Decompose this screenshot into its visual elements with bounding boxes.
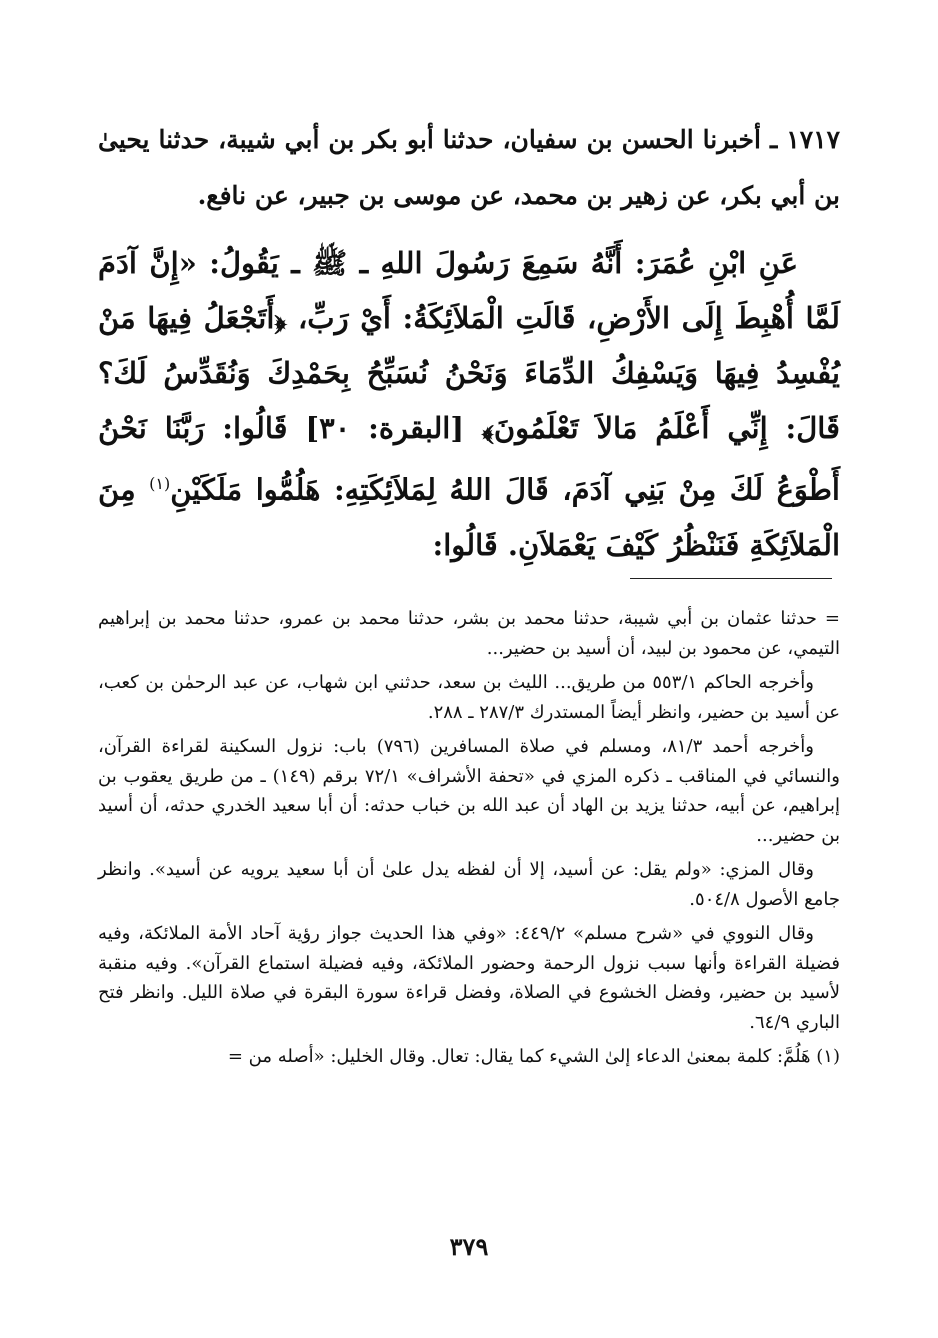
- footnote-marker: (١): [149, 474, 171, 493]
- hadith-block: [98, 112, 840, 573]
- page-number: ٣٧٩: [449, 1232, 489, 1261]
- matn-text-part1: عَنِ ابْنِ عُمَرَ: أَنَّهُ سَمِعَ رَسُولَ اللهِ ـ ﷺ ـ يَقُولُ: «إِنَّ آدَمَ لَمَّا أُهْبِطَ إِلَى الأَرْضِ، قَالَتِ الْمَلاَئِكَةُ: أَيْ رَبِّ، ﴿أَتَجْعَلُ فِيهَا مَنْ يُفْسِدُ فِيهَا وَيَسْفِكُ الدِّمَاءَ وَنَحْنُ نُسَبِّحُ بِحَمْدِكَ وَنُقَدِّسُ لَكَ؟ قَالَ: إِنِّي أَعْلَمُ مَالاَ تَعْلَمُونَ﴾ [البقرة: ٣٠] قَالُوا: رَبَّنَا نَحْنُ أَطْوَعُ لَكَ مِنْ بَنِي آدَمَ، قَالَ اللهُ لِمَلاَئِكَتِهِ: هَلُمُّوا مَلَكَيْنِ: [98, 246, 840, 507]
- note-continuation: = حدثنا عثمان بن أبي شيبة، حدثنا محمد بن بشر، حدثنا محمد بن عمرو، حدثنا محمد بن إبراهيم التيمي، عن محمود بن لبيد، أن أسيد بن حضير...: [98, 608, 840, 659]
- hadith-isnad: ١٧١٧ ـ أخبرنا الحسن بن سفيان، حدثنا أبو بكر بن أبي شيبة، حدثنا يحيىٰ بن أبي بكر، عن زهير بن محمد، عن موسى بن جبير، عن نافع.: [98, 125, 840, 210]
- matn-text-part2: مِنَ الْمَلاَئِكَةِ فَنَنْظُرُ كَيْفَ يَعْمَلاَنِ. قَالُوا:: [98, 472, 840, 562]
- note-paragraph: وقال المزي: «ولم يقل: عن أسيد، إلا أن لفظه يدل علىٰ أن أبا سعيد يرويه عن أسيد». وانظر جامع الأصول ٥٠٤/٨.: [98, 859, 840, 910]
- footnotes: [98, 604, 840, 1077]
- hadith-matn: [98, 236, 840, 573]
- note-paragraph: وقال النووي في «شرح مسلم» ٤٤٩/٢: «وفي هذا الحديث جواز رؤية آحاد الأمة الملائكة، وفيه فضيلة القراءة وأنها سبب نزول الرحمة وحضور الملائكة، وفيه فضيلة استماع القرآن». وفيه منقبة لأسيد بن حضير، وفضل الخشوع في الصلاة، وفضل قراءة سورة البقرة في صلاة الليل. وانظر فتح الباري ٦٤/٩.: [98, 923, 840, 1033]
- note-paragraph: وأخرجه الحاكم ٥٥٣/١ من طريق... الليث بن سعد، حدثني ابن شهاب، عن عبد الرحمٰن بن كعب، عن أسيد بن حضير، وانظر أيضاً المستدرك ٢٨٧/٣ ـ ٢٨٨.: [98, 672, 840, 723]
- footnote-separator: [630, 578, 832, 579]
- footnote-1: (١) هَلُمَّ: كلمة بمعنىٰ الدعاء إلىٰ الشيء كما يقال: تعال. وقال الخليل: «أصله من =: [227, 1046, 840, 1067]
- note-paragraph: وأخرجه أحمد ٨١/٣، ومسلم في صلاة المسافرين (٧٩٦) باب: نزول السكينة لقراءة القرآن، والنسائي في المناقب ـ ذكره المزي في «تحفة الأشراف» ٧٢/١ برقم (١٤٩) ـ من طريق يعقوب بن إبراهيم، عن أبيه، حدثنا يزيد بن الهاد أن عبد الله بن خباب حدثه: أن أبا سعيد الخدري حدثه، أن أسيد بن حضير...: [98, 736, 840, 846]
